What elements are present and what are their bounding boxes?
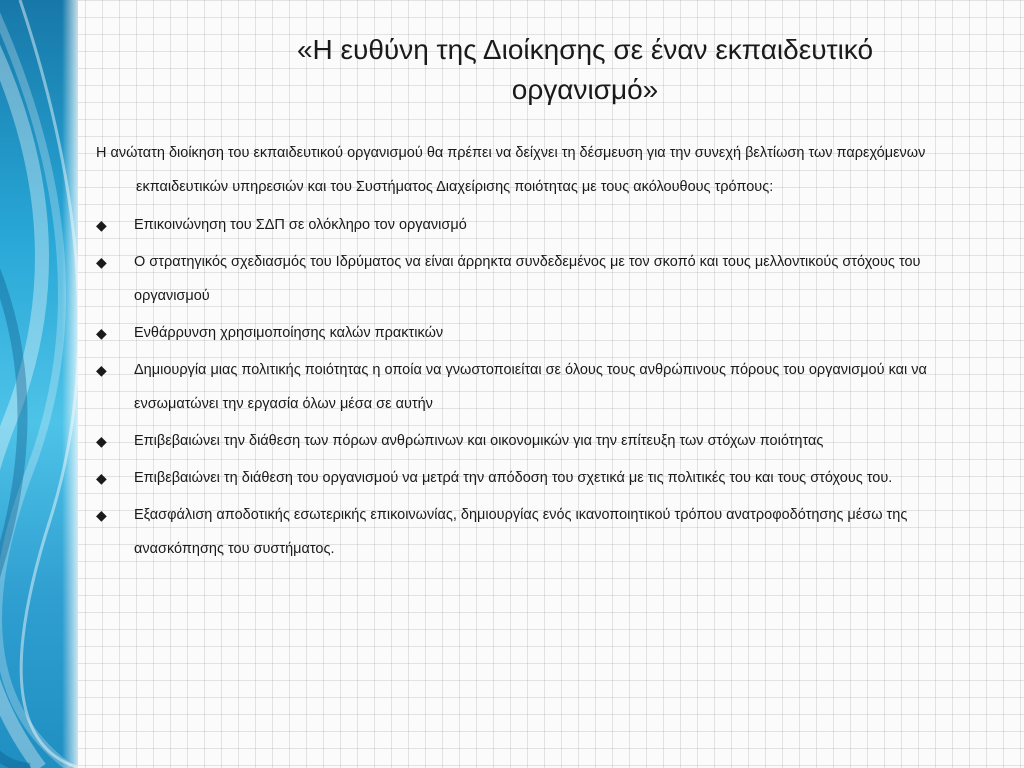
band-fade-edge bbox=[62, 0, 78, 768]
bullet-text: Επικοινώνηση του ΣΔΠ σε ολόκληρο τον οργανισμό bbox=[134, 217, 467, 233]
bullet-item bbox=[96, 498, 996, 566]
bullet-text: Επιβεβαιώνει τη διάθεση του οργανισμού να μετρά την απόδοση του σχετικά με τις πολιτικές του και τους στόχους του. bbox=[134, 470, 893, 486]
diamond-bullet-icon: ◆ bbox=[96, 433, 107, 449]
bullet-item bbox=[96, 353, 996, 421]
diamond-bullet-icon: ◆ bbox=[96, 217, 107, 233]
bullet-item bbox=[96, 316, 996, 350]
diamond-bullet-icon: ◆ bbox=[96, 254, 107, 270]
slide-body bbox=[96, 136, 996, 569]
bullet-list bbox=[96, 208, 996, 566]
diamond-bullet-icon: ◆ bbox=[96, 507, 107, 523]
bullet-item bbox=[96, 424, 996, 458]
diamond-bullet-icon: ◆ bbox=[96, 470, 107, 486]
diamond-bullet-icon: ◆ bbox=[96, 362, 107, 378]
bullet-item bbox=[96, 245, 996, 313]
intro-paragraph: Η ανώτατη διοίκηση του εκπαιδευτικού οργανισμού θα πρέπει να δείχνει τη δέσμευση για την συνεχή βελτίωση των παρεχόμενων εκπαιδευτικών υπηρεσιών και του Συστήματος Διαχείρισης ποιότητας με τους ακόλουθους τρόπους: bbox=[96, 145, 926, 195]
slide-title: «Η ευθύνη της Διοίκησης σε έναν εκπαιδευτικό οργανισμό» bbox=[296, 34, 874, 105]
bullet-text: Εξασφάλιση αποδοτικής εσωτερικής επικοινωνίας, δημιουργίας ενός ικανοποιητικού τρόπου ανατροφοδότησης μέσω της ανασκόπησης του συστήματος. bbox=[134, 507, 908, 557]
bullet-text: Ενθάρρυνση χρησιμοποίησης καλών πρακτικών bbox=[134, 325, 444, 341]
diamond-bullet-icon: ◆ bbox=[96, 325, 107, 341]
bullet-text: Επιβεβαιώνει την διάθεση των πόρων ανθρώπινων και οικονομικών για την επίτευξη των στόχων ποιότητας bbox=[134, 433, 824, 449]
bullet-text: Ο στρατηγικός σχεδιασμός του Ιδρύματος να είναι άρρηκτα συνδεδεμένος με τον σκοπό και τους μελλοντικούς στόχους του οργανισμού bbox=[134, 254, 921, 304]
bullet-item bbox=[96, 208, 996, 242]
decorative-side-band bbox=[0, 0, 78, 768]
bullet-text: Δημιουργία μιας πολιτικής ποιότητας η οποία να γνωστοποιείται σε όλους τους ανθρώπινους πόρους του οργανισμού και να ενσωματώνει την εργασία όλων μέσα σε αυτήν bbox=[134, 362, 927, 412]
bullet-item bbox=[96, 461, 996, 495]
